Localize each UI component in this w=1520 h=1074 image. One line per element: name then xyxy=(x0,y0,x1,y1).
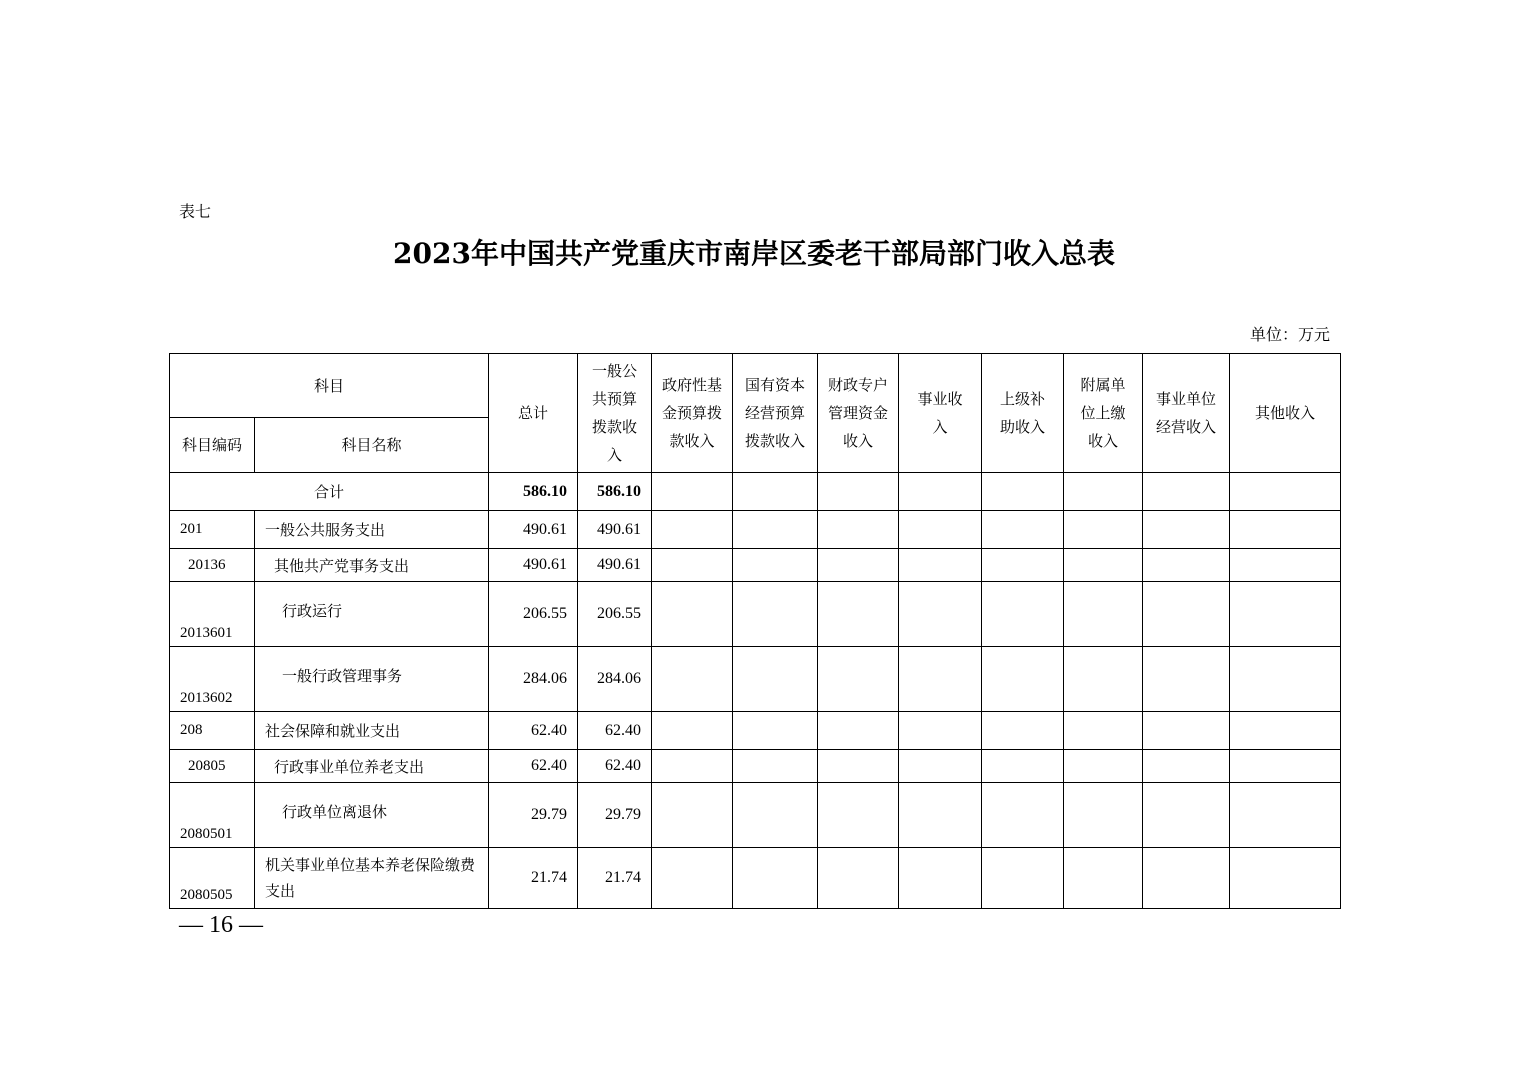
row-code: 2013602 xyxy=(170,647,255,712)
row-code: 2080505 xyxy=(170,848,255,909)
row-name: 行政事业单位养老支出 xyxy=(255,750,489,783)
row-name: 一般行政管理事务 xyxy=(255,647,489,712)
header-subject: 科目 xyxy=(170,354,489,418)
row-name: 其他共产党事务支出 xyxy=(255,549,489,582)
row-total: 490.61 xyxy=(489,549,578,582)
row-name: 机关事业单位基本养老保险缴费支出 xyxy=(255,848,489,909)
header-special-account: 财政专户管理资金收入 xyxy=(818,354,899,473)
row-total: 284.06 xyxy=(489,647,578,712)
page-title: 2023年中国共产党重庆市南岸区委老干部局部门收入总表 xyxy=(393,237,1115,270)
sum-total: 586.10 xyxy=(489,473,578,511)
header-business-income: 事业收入 xyxy=(899,354,982,473)
table-row-sum xyxy=(170,473,1341,511)
row-code: 20805 xyxy=(170,750,255,783)
table-row xyxy=(170,549,1341,582)
row-name: 行政单位离退休 xyxy=(255,783,489,848)
row-general-budget: 284.06 xyxy=(578,647,652,712)
table-label: 表七 xyxy=(179,202,212,221)
header-affiliate-income: 附属单位上缴收入 xyxy=(1064,354,1143,473)
row-code: 2080501 xyxy=(170,783,255,848)
income-summary-table xyxy=(169,353,1341,909)
row-general-budget: 62.40 xyxy=(578,750,652,783)
header-state-capital: 国有资本经营预算拨款收入 xyxy=(733,354,818,473)
header-subject-name: 科目名称 xyxy=(255,418,489,473)
row-total: 490.61 xyxy=(489,511,578,549)
row-general-budget: 206.55 xyxy=(578,582,652,647)
row-name: 社会保障和就业支出 xyxy=(255,712,489,750)
row-code: 208 xyxy=(170,712,255,750)
row-code: 2013601 xyxy=(170,582,255,647)
row-general-budget: 21.74 xyxy=(578,848,652,909)
header-other-income: 其他收入 xyxy=(1230,354,1341,473)
header-general-budget: 一般公共预算拨款收入 xyxy=(578,354,652,473)
row-code: 20136 xyxy=(170,549,255,582)
table-row xyxy=(170,511,1341,549)
table-row xyxy=(170,582,1341,647)
row-total: 206.55 xyxy=(489,582,578,647)
header-higher-subsidy: 上级补助收入 xyxy=(982,354,1064,473)
row-general-budget: 490.61 xyxy=(578,549,652,582)
sum-general-budget: 586.10 xyxy=(578,473,652,511)
header-gov-fund: 政府性基金预算拨款收入 xyxy=(652,354,733,473)
row-total: 21.74 xyxy=(489,848,578,909)
unit-label: 单位：万元 xyxy=(1249,325,1330,344)
row-name: 行政运行 xyxy=(255,582,489,647)
row-total: 29.79 xyxy=(489,783,578,848)
table-row xyxy=(170,783,1341,848)
sum-label: 合计 xyxy=(170,473,489,511)
row-code: 201 xyxy=(170,511,255,549)
row-general-budget: 62.40 xyxy=(578,712,652,750)
table-row xyxy=(170,750,1341,783)
table-row xyxy=(170,647,1341,712)
row-name: 一般公共服务支出 xyxy=(255,511,489,549)
header-total: 总计 xyxy=(489,354,578,473)
row-general-budget: 29.79 xyxy=(578,783,652,848)
table-row xyxy=(170,848,1341,909)
header-subject-code: 科目编码 xyxy=(170,418,255,473)
table-row xyxy=(170,712,1341,750)
header-operating-income: 事业单位经营收入 xyxy=(1143,354,1230,473)
row-total: 62.40 xyxy=(489,750,578,783)
page-number: — 16 — xyxy=(179,912,263,938)
row-total: 62.40 xyxy=(489,712,578,750)
row-general-budget: 490.61 xyxy=(578,511,652,549)
